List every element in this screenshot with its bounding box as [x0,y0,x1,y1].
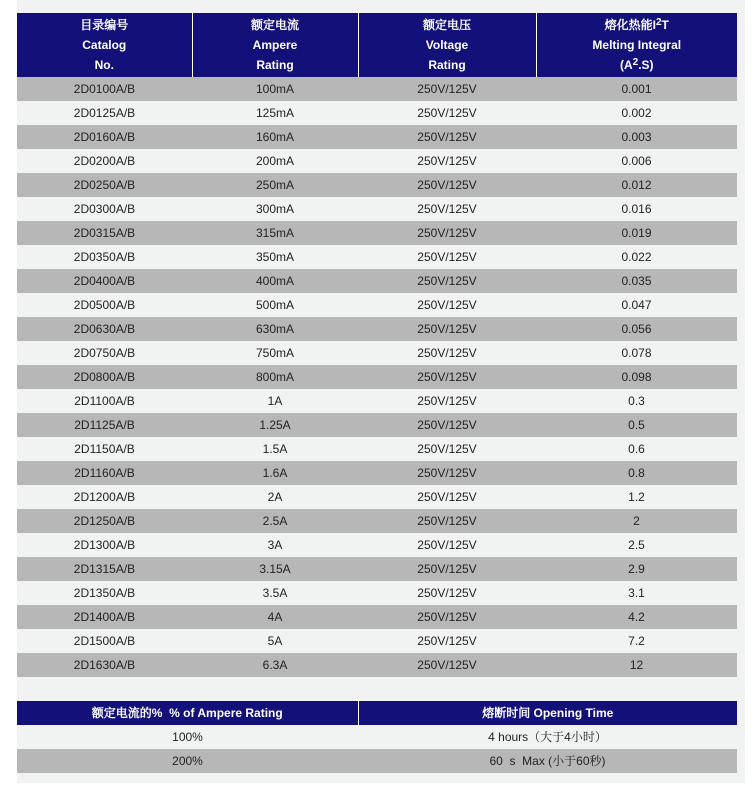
cell-ampere-rating: 3.15A [192,557,358,581]
spec-table-row [17,653,737,677]
cell-melting-integral: 2.9 [536,557,737,581]
cell-voltage-rating: 250V/125V [358,149,536,173]
spec-table-row [17,485,737,509]
cell-catalog-no: 2D1630A/B [17,653,192,677]
spec-table-row [17,221,737,245]
header-melting-integral [536,13,737,77]
cell-catalog-no: 2D1500A/B [17,629,192,653]
cell-catalog-no: 2D1150A/B [17,437,192,461]
cell-voltage-rating: 250V/125V [358,341,536,365]
cell-catalog-no: 2D1100A/B [17,389,192,413]
cell-ampere-rating: 4A [192,605,358,629]
cell-ampere-rating: 800mA [192,365,358,389]
cell-opening-time: 4 hours（大于4小时） [358,725,737,749]
header-melting-cn [537,15,738,35]
spec-table-row [17,77,737,101]
cell-ampere-rating: 160mA [192,125,358,149]
cell-voltage-rating: 250V/125V [358,389,536,413]
cell-voltage-rating: 250V/125V [358,629,536,653]
cell-melting-integral: 7.2 [536,629,737,653]
spec-table-row [17,605,737,629]
spec-table-row [17,149,737,173]
cell-catalog-no: 2D1250A/B [17,509,192,533]
cell-ampere-rating: 3.5A [192,581,358,605]
cell-ampere-rating: 1.6A [192,461,358,485]
cell-melting-integral: 2.5 [536,533,737,557]
cell-voltage-rating: 250V/125V [358,533,536,557]
cell-ampere-rating: 2.5A [192,509,358,533]
cell-melting-integral: 2 [536,509,737,533]
cell-catalog-no: 2D1350A/B [17,581,192,605]
cell-voltage-rating: 250V/125V [358,269,536,293]
header-melting-unit-sup: 2 [632,57,639,68]
cell-catalog-no: 2D1300A/B [17,533,192,557]
spec-table-row [17,437,737,461]
cell-melting-integral: 1.2 [536,485,737,509]
cell-melting-integral: 0.8 [536,461,737,485]
spec-table-row [17,173,737,197]
header-voltage-rating [358,13,536,77]
cell-ampere-rating: 200mA [192,149,358,173]
header-melting-cn-sup: 2 [655,17,662,28]
cell-catalog-no: 2D1160A/B [17,461,192,485]
cell-melting-integral: 4.2 [536,605,737,629]
header-catalog-no [17,13,192,77]
cell-melting-integral: 0.002 [536,101,737,125]
cell-ampere-rating: 3A [192,533,358,557]
cell-catalog-no: 2D0350A/B [17,245,192,269]
cell-voltage-rating: 250V/125V [358,197,536,221]
time-table-row [17,725,737,749]
header-melting-cn-after: T [661,18,669,32]
cell-melting-integral: 0.006 [536,149,737,173]
spec-table-row [17,269,737,293]
spec-header-row [17,13,737,77]
cell-percent-rating: 200% [17,749,358,773]
cell-ampere-rating: 100mA [192,77,358,101]
cell-voltage-rating: 250V/125V [358,461,536,485]
cell-melting-integral: 0.6 [536,437,737,461]
cell-voltage-rating: 250V/125V [358,317,536,341]
cell-catalog-no: 2D1315A/B [17,557,192,581]
cell-voltage-rating: 250V/125V [358,557,536,581]
spec-table-row [17,125,737,149]
cell-melting-integral: 0.035 [536,269,737,293]
cell-ampere-rating: 750mA [192,341,358,365]
cell-catalog-no: 2D0630A/B [17,317,192,341]
spec-table-row [17,557,737,581]
spec-table-row [17,461,737,485]
cell-melting-integral: 0.056 [536,317,737,341]
cell-melting-integral: 0.022 [536,245,737,269]
spec-table-row [17,197,737,221]
cell-ampere-rating: 2A [192,485,358,509]
cell-voltage-rating: 250V/125V [358,509,536,533]
spec-table-row [17,509,737,533]
cell-melting-integral: 0.078 [536,341,737,365]
cell-melting-integral: 0.3 [536,389,737,413]
header-melting-unit-pre: (A [619,58,633,72]
cell-catalog-no: 2D0800A/B [17,365,192,389]
cell-ampere-rating: 500mA [192,293,358,317]
cell-catalog-no: 2D0500A/B [17,293,192,317]
cell-melting-integral: 0.003 [536,125,737,149]
header-ampere-en2: Rating [256,58,294,72]
header-melting-en1: Melting Integral [592,38,682,52]
spec-table-row [17,317,737,341]
cell-ampere-rating: 250mA [192,173,358,197]
header-voltage-cn: 额定电压 [422,18,471,32]
header-ampere-cn: 额定电流 [250,18,299,32]
cell-voltage-rating: 250V/125V [358,605,536,629]
cell-voltage-rating: 250V/125V [358,485,536,509]
header-catalog-en1: Catalog [82,38,127,52]
cell-voltage-rating: 250V/125V [358,365,536,389]
cell-voltage-rating: 250V/125V [358,293,536,317]
cell-voltage-rating: 250V/125V [358,413,536,437]
header-voltage-en2: Rating [428,58,466,72]
spec-table-row [17,629,737,653]
cell-voltage-rating: 250V/125V [358,437,536,461]
cell-catalog-no: 2D0100A/B [17,77,192,101]
cell-melting-integral: 0.047 [536,293,737,317]
cell-voltage-rating: 250V/125V [358,581,536,605]
cell-ampere-rating: 6.3A [192,653,358,677]
header-melting-unit-post: .S) [638,58,654,72]
spec-table-row [17,101,737,125]
spec-table-row [17,245,737,269]
cell-ampere-rating: 350mA [192,245,358,269]
cell-ampere-rating: 1.25A [192,413,358,437]
fuse-spec-table [17,13,737,677]
cell-voltage-rating: 250V/125V [358,101,536,125]
header-voltage-en1: Voltage [425,38,469,52]
cell-melting-integral: 0.012 [536,173,737,197]
cell-melting-integral: 0.098 [536,365,737,389]
spec-table-row [17,581,737,605]
header-catalog-en2: No. [94,58,114,72]
cell-catalog-no: 2D1200A/B [17,485,192,509]
header-ampere-en1: Ampere [252,38,298,52]
cell-voltage-rating: 250V/125V [358,221,536,245]
cell-catalog-no: 2D0125A/B [17,101,192,125]
cell-catalog-no: 2D0750A/B [17,341,192,365]
cell-melting-integral: 0.016 [536,197,737,221]
cell-catalog-no: 2D0315A/B [17,221,192,245]
opening-time-table [17,701,737,773]
spec-table-row [17,413,737,437]
spec-table-body [17,77,737,677]
spec-table-row [17,389,737,413]
cell-catalog-no: 2D1125A/B [17,413,192,437]
cell-melting-integral: 0.001 [536,77,737,101]
cell-melting-integral: 12 [536,653,737,677]
spec-table-row [17,293,737,317]
cell-catalog-no: 2D0200A/B [17,149,192,173]
cell-catalog-no: 2D0160A/B [17,125,192,149]
header-melting-en2 [537,55,738,75]
cell-voltage-rating: 250V/125V [358,653,536,677]
spec-table-row [17,533,737,557]
cell-opening-time: 60 s Max (小于60秒) [358,749,737,773]
cell-ampere-rating: 5A [192,629,358,653]
cell-catalog-no: 2D1400A/B [17,605,192,629]
cell-ampere-rating: 1.5A [192,437,358,461]
spec-table-row [17,365,737,389]
cell-ampere-rating: 300mA [192,197,358,221]
header-percent-rating: 额定电流的% % of Ampere Rating [17,701,358,725]
cell-ampere-rating: 1A [192,389,358,413]
time-header-row [17,701,737,725]
cell-voltage-rating: 250V/125V [358,245,536,269]
cell-melting-integral: 3.1 [536,581,737,605]
cell-ampere-rating: 630mA [192,317,358,341]
header-catalog-cn: 目录编号 [80,18,129,32]
cell-ampere-rating: 400mA [192,269,358,293]
cell-melting-integral: 0.5 [536,413,737,437]
header-ampere-rating [192,13,358,77]
time-table-row [17,749,737,773]
cell-voltage-rating: 250V/125V [358,125,536,149]
time-table-body [17,725,737,773]
cell-catalog-no: 2D0250A/B [17,173,192,197]
cell-melting-integral: 0.019 [536,221,737,245]
cell-catalog-no: 2D0400A/B [17,269,192,293]
cell-voltage-rating: 250V/125V [358,173,536,197]
cell-voltage-rating: 250V/125V [358,77,536,101]
spec-table-row [17,341,737,365]
cell-ampere-rating: 315mA [192,221,358,245]
cell-percent-rating: 100% [17,725,358,749]
cell-catalog-no: 2D0300A/B [17,197,192,221]
header-opening-time: 熔断时间 Opening Time [358,701,737,725]
header-melting-cn-text: 熔化热能I [604,18,656,32]
cell-ampere-rating: 125mA [192,101,358,125]
